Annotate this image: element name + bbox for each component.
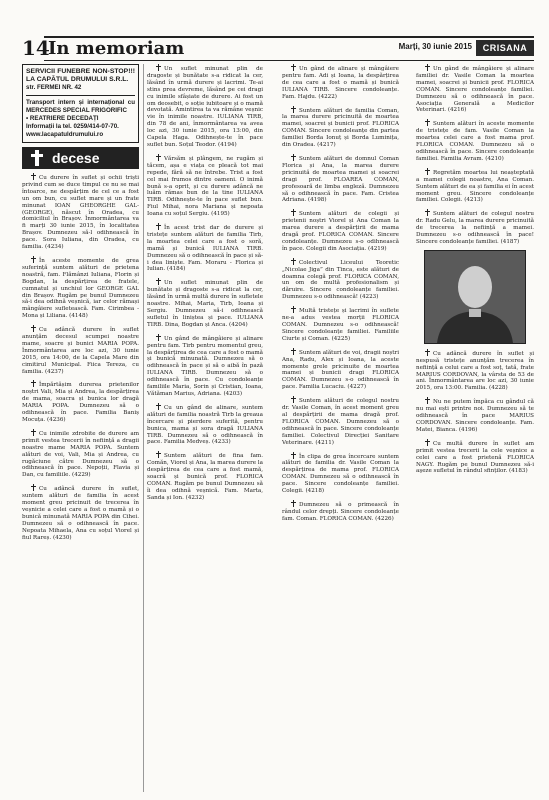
notice-text: Cu un gând de alinare, suntem alături de familia noastră Tirb la greaua încercare și pierdere suferită, pentru bunica, mama și sora dragă (147, 404, 263, 432)
obituary-notice (147, 154, 263, 218)
obituary-notice (282, 452, 399, 495)
notice-details: IULIANA TIRB. Dumnezeu să o odihnească în pace și să-i dea liniște. Fam. Moraru - Florica și Iulian. (4184) (147, 245, 263, 273)
notice-details: prof. FLORICA COMAN. Dumnezeu să o odihnească în pace. Sincere condoleanțe familiei. Colegii. (4218) (282, 467, 399, 495)
publication-logo: CRISANA (476, 40, 534, 56)
cross-icon (424, 439, 431, 446)
column-4 (416, 64, 534, 792)
notice-details: MARIA POPA. Înmormântarea are loc azi, 30 iunie 2015, ora 14:00, de la Capela Mare din cimitirul Municipal. Fiica Tereza, cu familia. (4237) (22, 340, 139, 375)
notice-text: Cu durere în suflet și ochii triști privind cum se duce timpul ce nu se mai întoarce, ne despărțim de cel ce a fost un om bun, cu suflet mare și un frate minunat (22, 175, 139, 209)
notice-details: IULIANA TIRB. Sincere condoleanțe. Fam. Hajdu. (4222) (282, 86, 399, 100)
obituary-notice (282, 64, 399, 101)
notice-text: Cu inimile zdrobite de durere am primit vestea trecerii în neființă a dragii noastre mame (22, 430, 139, 451)
notice-details: MARIUS CORDOVAN. Sincere condoleanțe. Fam. Matei, Bianca. (4196) (416, 413, 534, 433)
cross-icon (424, 168, 431, 175)
obituary-notice (282, 106, 399, 149)
issue-date: Marți, 30 iunie 2015 (398, 42, 472, 51)
obituary-notice (147, 278, 263, 328)
obituary-notice (22, 484, 139, 541)
notice-details: IULIANA TIRB, din 78 de ani, înmormântarea va avea loc azi, 30 iunie 2015, ora 13:00, din Capela Haga. Odihnește-te în pace suflet bun. Soțul Teodor. (4194) (147, 114, 263, 148)
column-3 (282, 64, 399, 792)
notice-details: prof. FLOAREA COMAN, profesoară de limba engleză. Dumnezeu să o odihnească în pace. Fam. Cristea Adriana. (4198) (282, 176, 399, 204)
ad-transport: Transport intern și internațional cu MERCEDES SPECIAL FRIGORIFIC (26, 99, 135, 114)
cross-icon (290, 258, 297, 265)
notices-column-2 (147, 64, 263, 502)
notice-text: Cu adâncă durere în suflet, suntem alături de familia în acest moment greu pricinuit de trecerea în veșnicie a celei care a fost o mamă și o bunică minunată (22, 486, 139, 520)
notice-details: IOAN GHEORGHE GAL- (GEORGE), născut în Oradea, cu domiciliul în Brașov. Înmormântarea va fi marți 30 iunie 2015, în localitatea Brașov. Dumnezeu să-l odihnească în pace. Sora Iuliana, din Oradea, cu familia. (4234) (22, 202, 139, 251)
obituary-notice (282, 209, 399, 252)
obituary-notice (416, 397, 534, 434)
cross-icon (155, 278, 162, 285)
decese-banner (22, 147, 139, 169)
notice-text: Multă tristețe și lacrimi în suflete ne-a adus vestea morții (282, 308, 399, 322)
obituary-notice (147, 403, 263, 446)
notice-details: MARIUS CORDOVAN, la vârsta de 53 de ani. Înmormântarea are loc azi, 30 iunie 2015, ora 13:00. Familia. (4228) (416, 371, 534, 392)
obituary-notice (282, 396, 399, 446)
notice-text: Cu adâncă durere în suflet anunțăm decesul scumpei noastre mame, soacre și bunici (22, 327, 139, 347)
notice-text: Un gând de mângâiere și alinare pentru fam. Tirb pentru momentul greu, la despărțirea de cea care a fost o mamă și bunică minunată. Dumnezeu să o odihnească în pace și să o aibă în pază (147, 335, 263, 370)
notice-details: FLORICA NAGY. Rugăm pe bunul Dumnezeu să-i aşeze sufletul în rândul sfinților. (4183) (416, 454, 534, 475)
obituary-notice (416, 64, 534, 114)
notice-text: Nu ne putem împăca cu gândul că nu mai ești printre noi. Dumnezeu să te odihnească în pace (416, 399, 534, 420)
obituary-notice (147, 451, 263, 501)
notice-text: Cu multă durere în suflet am primit vestea trecerii la cele veșnice a celei care a fost prietenă (416, 440, 534, 461)
cross-icon (290, 306, 297, 313)
decese-label: decese (52, 150, 100, 166)
notice-text: Suntem alături de domnul Coman Florica și Ana, la marea durere pricinuită de moartea mamei și soacrei dragi (282, 155, 399, 183)
notice-details: FLORICA COMAN. Dumnezeu s-o odihnească! Sincere condoleanțe familiei. Familiile Ciurte și Coman. (4225) (282, 315, 399, 342)
notice-details: prof. FLORICA COMAN. Dumnezeu să o odihnească în pace. Sincere condoleanțe familiei. Familia Avram. (4210) (416, 135, 534, 162)
notices-column-3 (282, 64, 399, 523)
cross-icon (424, 209, 431, 216)
obituary-notice (22, 325, 139, 375)
notice-text: În aceste momente de grea suferință suntem alături de prietena noastră, fam. Flămânzi Iuliana, Florin și Bogdan, la despărțirea de fratele, cumnatul și unchiul lor (22, 257, 139, 292)
notice-details: IULIANA TIRB. Odihnește-te în pace suflet bun. Fiul Mihai, nora Mariana și nepoata Ioana cu soțul Sergiu. (4195) (147, 190, 263, 218)
cross-icon (290, 64, 297, 71)
cross-icon (155, 334, 162, 341)
deceased-photo (424, 250, 526, 344)
cross-icon (290, 154, 297, 161)
notice-details: FLORICA COMAN. Dumnezeu s-o odihnească în pace. Familia Lucaciu. (4227) (282, 370, 399, 391)
obituary-notice (416, 439, 534, 476)
notice-text: Un gând de mângâiere și alinare familiei dr. Vasile Coman la moartea mamei, soacrei și bunicii (416, 66, 534, 86)
notice-text: Vărsăm și plângem, ne rugăm și tăcem, așa e viața ce pleacă tot mai repede, fără să ne întrebe. Trist a fost cel mai frumos dintre oameni. O inimă bună s-a oprit, și cu durere adâncă ne luăm rămas bun de la tine (147, 155, 263, 197)
obituary-notice (282, 306, 399, 343)
obituary-notice (22, 429, 139, 479)
ad-headline: SERVICII FUNEBRE NON-STOP!!! LA CAPĂTUL DRUMULUI S.R.L. (26, 68, 135, 83)
cross-icon (290, 452, 297, 459)
notice-text: Suntem alături de colegul nostru dr. Radu Gelu, la marea durere pricinuită de trecerea la neființă a mamei. Dumnezeu s-o odihnească în pace! Sincere condoleanțe familiei. (4187) (416, 211, 534, 245)
ad-phone: Informații la tel. 0259/414-07-70. (26, 123, 119, 130)
notice-details: prof. FLORICA COMAN. Rugăm pe bunul Dumnezeu să îi dea odihnă veșnică. Fam. Marta, Sanda și Ion. (4232) (147, 474, 263, 501)
obituary-notice (282, 500, 399, 523)
column-1 (22, 64, 139, 792)
cross-icon (30, 484, 37, 491)
notice-details: IULIANA TIRB. Dina, Bogdan și Anca. (4204) (147, 314, 263, 328)
section-title: In memoriam (48, 38, 185, 59)
notice-text: Suntem alături de voi, dragii noștri Ana, Radu, Alex și Ioana, la aceste momente grele pricinuite de moartea mamei și bunicii dragi (282, 349, 399, 377)
cross-icon (290, 500, 297, 507)
obituary-notice (147, 334, 263, 398)
notice-details: MARIA POPA. Suntem alături de voi, Vali, Mia și Andrea, cu rugăciune către Dumnezeu să o odihnească în pace. Nepoții, Flavia și Dan, cu familiile. (4229) (22, 444, 139, 479)
cross-icon (290, 396, 297, 403)
notice-text: Împărtășim durerea prietenilor noștri Vali, Mia și Andrea, la despărțirea de mama, soacra și bunica lor dragă (22, 382, 139, 403)
notice-text: Suntem alături în aceste momente de tristețe de fam. Vasile Coman la moartea celei care a fost mama (416, 121, 534, 142)
notice-text: În clipa de grea încercare suntem alături de familia dr. Vasile Coman la despărțirea de mama (282, 453, 399, 474)
obituary-notice (147, 64, 263, 149)
cross-icon (30, 380, 37, 387)
obituary-notice (416, 119, 534, 162)
cross-icon (290, 106, 297, 113)
notice-text: În acest trist dar de durere și tristețe suntem alături de familia Tirb, la moartea celei care a fost o soră, mamă și bunică (147, 225, 263, 252)
cross-icon (155, 223, 162, 230)
cross-icon (155, 403, 162, 410)
cross-icon (424, 349, 431, 356)
notice-details: FLORICA COMAN. (4226) (319, 515, 394, 522)
ad-service: • REATRIERE DECEDAȚI (26, 115, 99, 122)
notice-details: MARIA POPA din Cihei. Dumnezeu să o odihnească în pace. Nepoata Mihaela, Ana cu soțul Viorel și fiul Rareș. (4230) (22, 513, 139, 541)
notice-text: Suntem alături de familia Coman, la marea durere pricinuită de moartea mamei, soacrei și bunicii (282, 107, 399, 128)
notice-text: Un suflet minunat plin de bunătate și dragoste s-a ridicat la cer, lăsând în urmă multă durere în sufletele noastre. Mihai, Maria, Tirb, Ioana și Sergiu. Dumnezeu să-i odihnească sufletul în liniștea și pace. (147, 280, 263, 321)
notice-text: Suntem alături de colegul nostru dr. Vasile Coman, în acest moment greu al despărțirii de mama dragă (282, 398, 399, 418)
ad-address: str. FERMEI NR. 42 (26, 84, 82, 91)
cross-icon (290, 209, 297, 216)
obituary-notice (416, 209, 534, 344)
notice-details: IULIANA TIRB. Dumnezeu să o odihnească în pace. Familia Medveș. (4233) (147, 425, 263, 446)
notice-text: Cu adâncă durere în suflet și nespusă tristețe anunțăm trecerea în neființă a celui care a fost soț, tată, frate (416, 350, 534, 371)
cross-icon (155, 154, 162, 161)
cross-icon (155, 451, 162, 458)
column-2 (143, 64, 263, 792)
obituary-notice (282, 154, 399, 204)
notice-text: Regretăm moartea lui neașteptată a mamei colegii noastre, Ana Coman. Suntem alături de ea și familia ei în acest moment greu. Sincere condoleanțe familiei. Colegii. (4213) (416, 169, 534, 204)
notice-text: Dumnezeu să o primească în rândul celor drepți. Sincere condoleanțe fam. Coman. (282, 501, 399, 522)
funeral-services-ad (22, 64, 139, 143)
notice-text: Suntem alături de fina fam. Comăn, Viorel și Ana, la marea durere la despărțirea de cea care a fost mamă, soacră și bunică (147, 453, 263, 481)
notice-text: Un gând de alinare și mângâiere pentru fam. Adi și Ioana, la despărțirea de cea care a fost o mamă și bunică (282, 66, 399, 86)
section-bar (44, 36, 534, 61)
cross-icon (28, 149, 46, 167)
cross-icon (30, 173, 37, 180)
page-number: 14 (22, 36, 50, 60)
ad-website: www.lacapatuldrumului.ro (26, 131, 104, 138)
notice-details: prof. FLORICA COMAN. Sincere condoleanțe din partea familiei Borda Ionuț și Borda Luminița, din Oradea. (4217) (282, 121, 399, 149)
notice-details: GEORGE GAL din Brașov. Rugăm pe bunul Dumnezeu să-i dea odihnă veșnică, iar celor rămași mângâiere sufletească. Fam. Cirimbea - Mona și Liliana. (4148) (22, 285, 139, 320)
notice-details: prof. FLORICA COMAN. Sincere condoleanțe. Dumnezeu s-o odihnească în pace. Colegii din Asociația. (4219) (282, 232, 399, 252)
notice-text: Suntem alături de colegii și prietenii noștri Viorel și Ana Coman la marea durere a despărțirii de mama dragă (282, 211, 399, 239)
cross-icon (290, 348, 297, 355)
cross-icon (424, 64, 431, 71)
cross-icon (30, 325, 37, 332)
obituary-notice (22, 256, 139, 320)
notice-text: Un suflet minunat plin de dragoste și bunătate s-a ridicat la cer, lăsând în urmă durere și lacrimi. Te-ai stins prea devreme, lăsând pe cei dragi cu inimile sfâșiate de durere. Ai fost un om deosebit, o soție iubitoare și o mamă devotată. Amintirea ta va rămâne veșnic vie în inimile noastre. (147, 66, 263, 121)
notice-text: Colectivul Liceului Teoretic „Nicolae Jiga” din Tinca, este alături de doamna colegă (282, 259, 399, 280)
cross-icon (424, 397, 431, 404)
obituary-notice (282, 258, 399, 301)
cross-icon (30, 256, 37, 263)
cross-icon (424, 119, 431, 126)
notice-details: prof. FLORICA COMAN. Dumnezeu să o odihnească în pace. Sincere condoleanțe familiei. Colectivul Direcției Sanitare Veterinare. (4211) (282, 411, 399, 446)
notice-details: MARIA POPA. Dumnezeu să o odihnească în pace. Familia Baniș Mocuța. (4236) (22, 403, 139, 423)
obituary-notice (416, 168, 534, 205)
cross-icon (30, 429, 37, 436)
notice-details: IULIANA TIRB. Dumnezeu să o odihnească în pace. Cu condoleanțe familiile Maria, Sorin și Cristian, Ioana, Vătăman Marius, Adriana. (4203) (147, 370, 263, 397)
obituary-notice (22, 173, 139, 251)
notice-details: prof. FLORICA COMAN. Sincere condoleanțe familiei. Dumnezeu să o odihnească în pace. Asociația Generală a Medicilor Veterinari. (4216) (416, 79, 534, 114)
obituary-notice (282, 348, 399, 391)
notices-column-4 (416, 64, 534, 475)
notice-details: prof. FLORICA COMAN, un om de multă profesionalism și dăruire. Sincere condoleanțe familiei. Dumnezeu s-o odihnească! (4223) (282, 273, 399, 301)
obituary-notice (22, 380, 139, 423)
obituary-notice (416, 349, 534, 392)
notices-column-1 (22, 173, 139, 542)
obituary-notice (147, 223, 263, 273)
page-header (0, 0, 549, 62)
cross-icon (155, 64, 162, 71)
